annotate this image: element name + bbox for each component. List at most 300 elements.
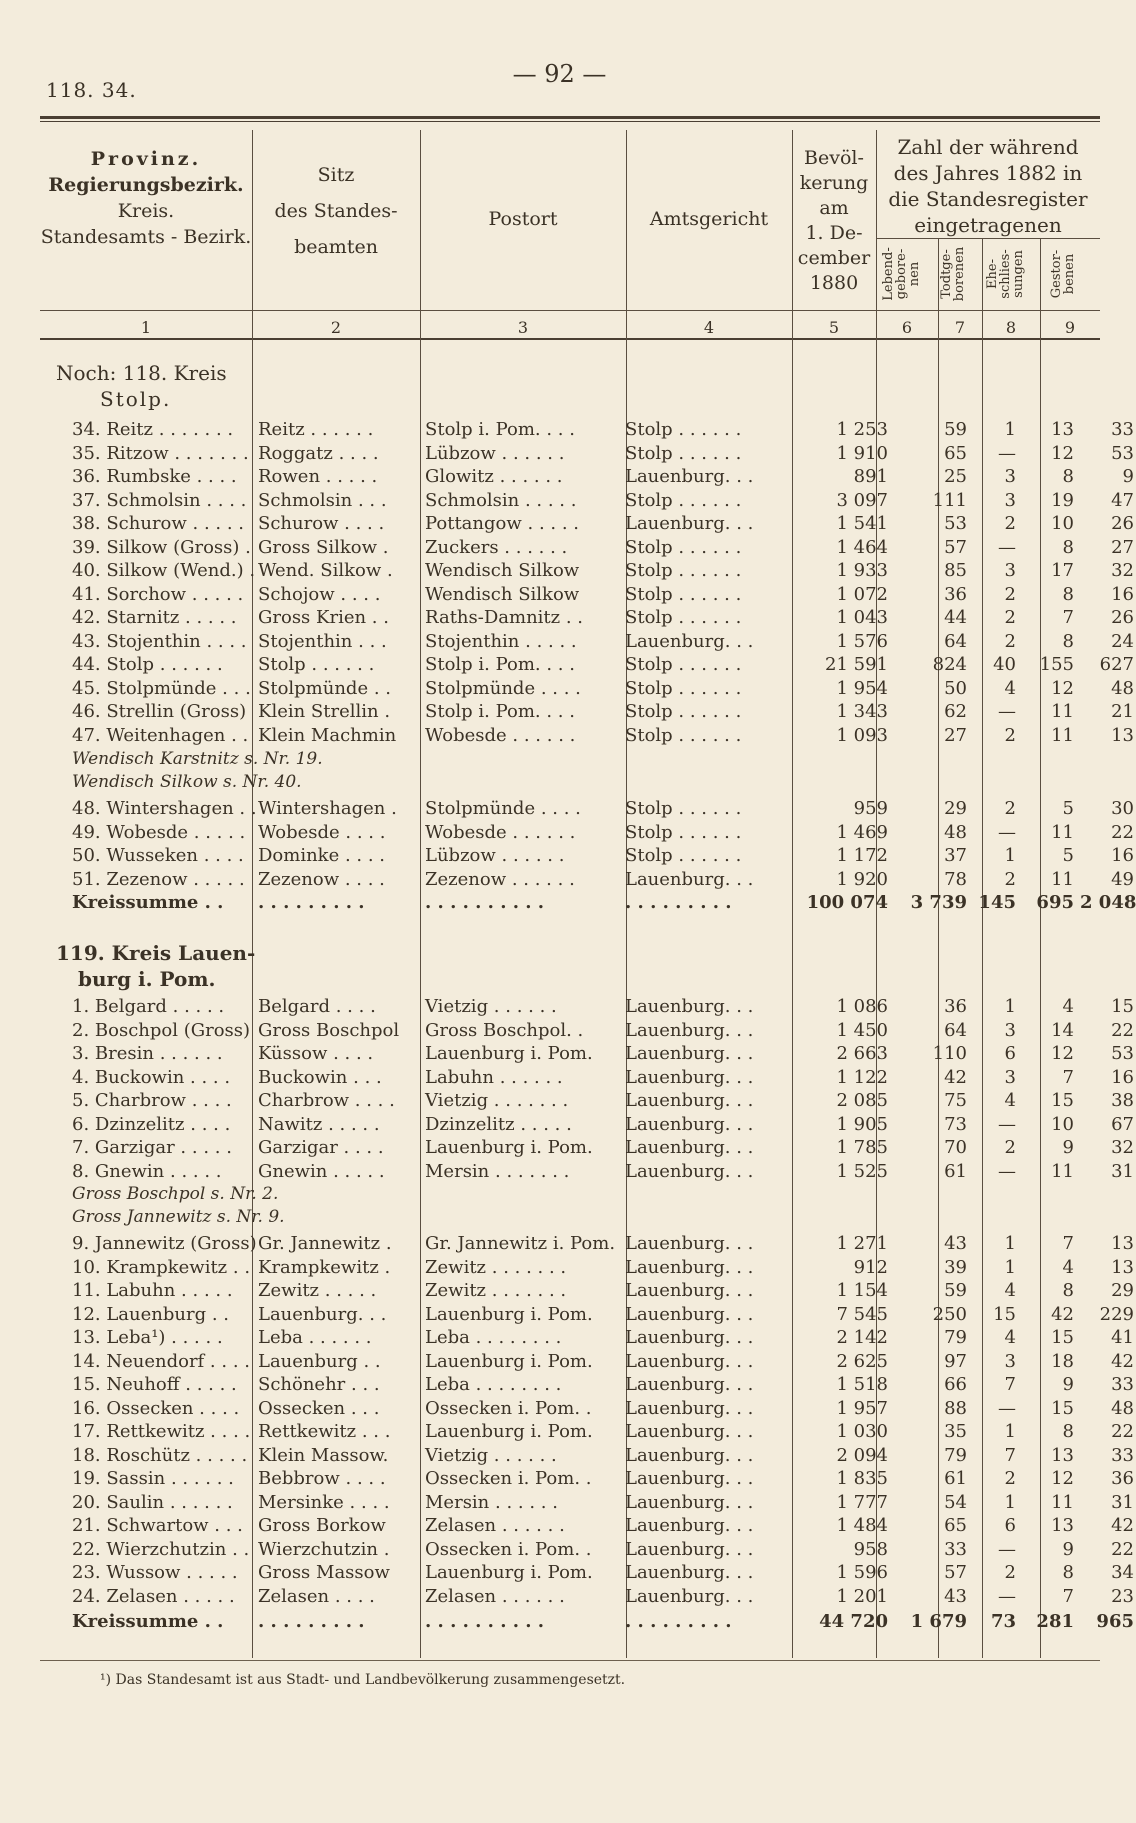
cell-col3: Mersin . . . . . . <box>425 1491 558 1513</box>
cell-col7: — <box>998 1397 1016 1419</box>
cell-col2: Gross Borkow <box>258 1515 386 1536</box>
cell-col5: 1 576 <box>836 630 888 652</box>
cell-col8: 4 <box>1062 996 1074 1017</box>
cell-col5: 1 464 <box>836 536 888 558</box>
col7-header: Todtge- borenen <box>939 246 967 302</box>
cell-col7: 2 <box>1004 798 1016 819</box>
col2-header-line2: des Standes- <box>274 200 398 222</box>
cell-col3: Gross Boschpol. . <box>425 1019 584 1041</box>
cell-col3: Lübzow . . . . . . <box>425 442 565 464</box>
cell-col7: 3 <box>1004 1350 1016 1372</box>
cell-col4: Lauenburg. . . <box>625 1233 754 1254</box>
cell-col4: Lauenburg. . . <box>625 1327 754 1348</box>
table-row <box>40 1561 1134 1584</box>
cell-col9: 22 <box>1111 1019 1134 1041</box>
table-row <box>40 1373 1134 1396</box>
cell-col9: 2 048 <box>1080 892 1136 913</box>
col-number-8: 8 <box>1005 318 1017 337</box>
cell-col3: Raths-Damnitz . . <box>425 607 584 628</box>
cell-col1: 50. Wusseken . . . . <box>72 845 244 866</box>
cell-col9: 23 <box>1111 1585 1134 1607</box>
cell-col6: 65 <box>944 442 967 464</box>
section-title-stolp <box>56 360 227 412</box>
cell-col7: 6 <box>1004 1043 1016 1064</box>
cross-reference-note: Wendisch Karstnitz s. Nr. 19. <box>72 749 323 769</box>
cell-col3: Vietzig . . . . . . . <box>425 1090 569 1111</box>
cell-col6: 79 <box>944 1444 967 1466</box>
cell-col8: 8 <box>1062 583 1074 605</box>
cell-col3: Zewitz . . . . . . . <box>425 1256 567 1278</box>
cell-col2: Gnewin . . . . . <box>258 1160 385 1182</box>
cell-col4: Lauenburg. . . <box>625 1421 754 1442</box>
cell-col1: 11. Labuhn . . . . . <box>72 1280 233 1301</box>
cell-col3: Ossecken i. Pom. . <box>425 1468 592 1489</box>
cell-col7: 2 <box>1004 513 1016 534</box>
cell-col4: Lauenburg. . . <box>625 1043 754 1064</box>
cell-col1: 24. Zelasen . . . . . <box>72 1585 235 1607</box>
table-row <box>40 1350 1134 1373</box>
cell-col2: Gross Boschpol <box>258 1019 400 1041</box>
cell-col8: 10 <box>1051 513 1074 534</box>
cell-col7: 1 <box>1004 996 1016 1017</box>
col5-header-line6: 1880 <box>809 272 859 294</box>
cell-col5: 1 933 <box>836 560 888 581</box>
table-row <box>40 1160 1134 1183</box>
cell-col7: 3 <box>1004 1019 1016 1041</box>
cell-col9: 16 <box>1111 583 1134 605</box>
cell-col2: Stolpmünde . . <box>258 677 391 699</box>
cell-col1: Kreissumme . . <box>72 1611 224 1632</box>
cell-col1: 1. Belgard . . . . . <box>72 996 225 1017</box>
cell-col8: 17 <box>1051 560 1074 581</box>
cell-col8: 7 <box>1062 1066 1074 1088</box>
table-row <box>40 821 1134 844</box>
col5-header-line4: 1. De- <box>805 222 863 244</box>
cell-col8: 11 <box>1051 821 1074 843</box>
cell-col8: 15 <box>1051 1327 1074 1348</box>
footnote: ¹) Das Standesamt ist aus Stadt- und Landbevölkerung zusammengesetzt. <box>100 1672 626 1688</box>
col1-header-line4: Standesamts - Bezirk. <box>40 226 252 248</box>
cell-col7: — <box>998 442 1016 464</box>
cell-col5: 2 625 <box>836 1350 888 1372</box>
cell-col8: 42 <box>1051 1303 1074 1325</box>
cell-col5: 1 777 <box>836 1491 888 1513</box>
cell-col7: 4 <box>1004 1280 1016 1301</box>
cell-col9: 16 <box>1111 845 1134 866</box>
cell-col8: 19 <box>1051 489 1074 511</box>
cell-col6: 73 <box>944 1113 967 1135</box>
header-rule <box>40 116 1100 119</box>
cell-col6: 44 <box>944 607 967 628</box>
cell-col6: 43 <box>944 1585 967 1607</box>
table-row <box>40 1538 1134 1561</box>
cell-col2: Bebbrow . . . . <box>258 1468 386 1489</box>
cell-col4: Stolp . . . . . . <box>625 677 742 699</box>
cell-col4: Lauenburg. . . <box>625 513 754 534</box>
cell-col5: 3 097 <box>836 489 888 511</box>
cell-col5: 891 <box>853 466 888 487</box>
cell-col9: 965 <box>1096 1611 1134 1632</box>
cell-col1: 8. Gnewin . . . . . <box>72 1160 222 1182</box>
cell-col1: 37. Schmolsin . . . . <box>72 489 247 511</box>
cell-col5: 1 920 <box>836 868 888 890</box>
cell-col1: Kreissumme . . <box>72 892 224 913</box>
cell-col8: 695 <box>1036 892 1074 913</box>
cell-col4: Stolp . . . . . . <box>625 489 742 511</box>
cell-col2: . . . . . . . . . <box>258 1611 365 1632</box>
cell-col9: 32 <box>1111 1137 1134 1158</box>
section-title-line1: Noch: 118. Kreis <box>56 361 227 385</box>
section-title-line2: Stolp. <box>100 387 172 411</box>
cell-col6: 1 679 <box>910 1611 967 1632</box>
cell-col8: 8 <box>1062 1280 1074 1301</box>
cell-col1: 4. Buckowin . . . . <box>72 1066 231 1088</box>
table-row <box>40 1136 1134 1159</box>
cell-col7: 1 <box>1004 1421 1016 1442</box>
cell-col8: 18 <box>1051 1350 1074 1372</box>
group-header-line4: eingetragenen <box>914 213 1062 237</box>
cell-col9: 21 <box>1111 701 1134 722</box>
cell-col6: 59 <box>944 419 967 440</box>
cell-col5: 1 905 <box>836 1113 888 1135</box>
cell-col5: 1 122 <box>836 1066 888 1088</box>
cell-col1: 3. Bresin . . . . . . <box>72 1043 223 1064</box>
cell-col6: 97 <box>944 1350 967 1372</box>
cell-col6: 78 <box>944 868 967 890</box>
cell-col1: 43. Stojenthin . . . . <box>72 630 247 652</box>
cell-col8: 11 <box>1051 701 1074 722</box>
cell-col1: 48. Wintershagen . . <box>72 798 257 819</box>
cell-col4: Lauenburg. . . <box>625 1303 754 1325</box>
cell-col9: 48 <box>1111 1397 1134 1419</box>
cell-col1: 9. Jannewitz (Gross) <box>72 1233 257 1254</box>
cell-col8: 4 <box>1062 1256 1074 1278</box>
cell-col5: 1 541 <box>836 513 888 534</box>
cell-col2: Krampkewitz . <box>258 1256 391 1278</box>
cell-col2: Charbrow . . . . <box>258 1090 395 1111</box>
cell-col7: 2 <box>1004 583 1016 605</box>
col1-header-line2: Regierungsbezirk. <box>48 174 244 196</box>
table-row <box>40 868 1134 891</box>
cell-col3: . . . . . . . . . . <box>425 1611 545 1632</box>
cell-col5: 1 043 <box>836 607 888 628</box>
cell-col2: Stolp . . . . . . <box>258 654 375 675</box>
cell-col9: 26 <box>1111 513 1134 534</box>
col-number-2: 2 <box>330 318 342 337</box>
cell-col9: 13 <box>1111 724 1134 746</box>
cell-col1: 12. Lauenburg . . <box>72 1303 229 1325</box>
cell-col9: 47 <box>1111 489 1134 511</box>
cell-col4: Lauenburg. . . <box>625 1491 754 1513</box>
cell-col1: 22. Wierzchutzin . . <box>72 1538 250 1560</box>
cell-col6: 66 <box>944 1374 967 1395</box>
cell-col2: Wintershagen . <box>258 798 397 819</box>
cell-col2: Küssow . . . . <box>258 1043 374 1064</box>
col2-header <box>252 162 420 260</box>
cell-col3: Lauenburg i. Pom. <box>425 1421 593 1442</box>
cell-col3: Wendisch Silkow <box>425 560 580 581</box>
cell-col5: 2 142 <box>836 1327 888 1348</box>
col-number-7: 7 <box>954 318 966 337</box>
cell-col3: Wobesde . . . . . . <box>425 724 576 746</box>
cell-col6: 27 <box>944 724 967 746</box>
cell-col9: 16 <box>1111 1066 1134 1088</box>
cell-col1: 10. Krampkewitz . . <box>72 1256 251 1278</box>
cell-col6: 62 <box>944 701 967 722</box>
cell-col5: 1 172 <box>836 845 888 866</box>
cell-col4: Stolp . . . . . . <box>625 442 742 464</box>
cell-col7: 2 <box>1004 724 1016 746</box>
cell-col1: 42. Starnitz . . . . . <box>72 607 237 628</box>
cell-col6: 29 <box>944 798 967 819</box>
col2-header-line1: Sitz <box>317 164 355 186</box>
table-row <box>40 797 1134 820</box>
cell-col1: 39. Silkow (Gross) . <box>72 536 251 558</box>
cell-col4: Lauenburg. . . <box>625 868 754 890</box>
cell-col6: 70 <box>944 1137 967 1158</box>
table-row <box>40 1066 1134 1089</box>
cell-col2: Leba . . . . . . <box>258 1327 372 1348</box>
cell-col6: 36 <box>944 583 967 605</box>
table-row <box>40 1303 1134 1326</box>
cell-col6: 57 <box>944 536 967 558</box>
cell-col8: 155 <box>1039 654 1074 675</box>
cell-col9: 33 <box>1111 1444 1134 1466</box>
cell-col9: 31 <box>1111 1160 1134 1182</box>
cell-col3: Zewitz . . . . . . . <box>425 1280 567 1301</box>
cell-col6: 85 <box>944 560 967 581</box>
cell-col1: 20. Saulin . . . . . . <box>72 1491 233 1513</box>
cell-col2: Ossecken . . . <box>258 1397 380 1419</box>
cell-col4: Stolp . . . . . . <box>625 724 742 746</box>
cell-col2: Nawitz . . . . . <box>258 1113 380 1135</box>
cell-col1: 19. Sassin . . . . . . <box>72 1468 234 1489</box>
col3-header: Postort <box>488 208 558 230</box>
cell-col8: 8 <box>1062 1562 1074 1583</box>
cell-col4: Stolp . . . . . . <box>625 845 742 866</box>
cell-col1: 38. Schurow . . . . . <box>72 513 245 534</box>
cell-col4: Stolp . . . . . . <box>625 798 742 819</box>
cell-col5: 1 518 <box>836 1374 888 1395</box>
cell-col8: 10 <box>1051 1113 1074 1135</box>
table-row <box>40 700 1134 723</box>
cell-col3: Leba . . . . . . . . <box>425 1374 562 1395</box>
cell-col2: Schojow . . . . <box>258 583 381 605</box>
cell-col2: Klein Machmin <box>258 724 397 746</box>
cell-col6: 48 <box>944 821 967 843</box>
table-row <box>40 1444 1134 1467</box>
cell-col8: 9 <box>1062 1137 1074 1158</box>
cell-col3: Zelasen . . . . . . <box>425 1585 565 1607</box>
cell-col8: 8 <box>1062 630 1074 652</box>
cell-col4: Lauenburg. . . <box>625 1113 754 1135</box>
table-row <box>40 1019 1134 1042</box>
cell-col2: Gross Massow <box>258 1562 390 1583</box>
cell-col5: 1 093 <box>836 724 888 746</box>
cell-col2: Wend. Silkow . <box>258 560 393 581</box>
cell-col9: 34 <box>1111 1562 1134 1583</box>
col-number-3: 3 <box>517 318 529 337</box>
cell-col2: Mersinke . . . . <box>258 1491 390 1513</box>
cell-col6: 65 <box>944 1515 967 1536</box>
table-row <box>40 1467 1134 1490</box>
cell-col4: Lauenburg. . . <box>625 466 754 487</box>
col5-header-line5: cember <box>797 247 871 269</box>
cell-col5: 1 030 <box>836 1421 888 1442</box>
cell-col5: 2 663 <box>836 1043 888 1064</box>
cell-col5: 1 271 <box>836 1233 888 1254</box>
cell-col3: Leba . . . . . . . . <box>425 1327 562 1348</box>
cell-col3: Stolpmünde . . . . <box>425 798 581 819</box>
cell-col5: 1 910 <box>836 442 888 464</box>
cell-col1: 13. Leba¹) . . . . . <box>72 1327 223 1348</box>
table-row <box>40 1089 1134 1112</box>
cell-col3: Labuhn . . . . . . <box>425 1066 563 1088</box>
cell-col1: 46. Strellin (Gross) <box>72 701 247 722</box>
cell-col6: 53 <box>944 513 967 534</box>
cell-col7: 3 <box>1004 1066 1016 1088</box>
table-row <box>40 418 1134 441</box>
cell-col7: — <box>998 1585 1016 1607</box>
cell-col8: 15 <box>1051 1397 1074 1419</box>
cell-col5: 100 074 <box>806 892 888 913</box>
cell-col8: 12 <box>1051 1043 1074 1064</box>
cell-col7: 1 <box>1004 419 1016 440</box>
cell-col6: 33 <box>944 1538 967 1560</box>
cell-col2: Gross Silkow . <box>258 536 389 558</box>
cell-col5: 1 086 <box>836 996 888 1017</box>
cell-col4: Lauenburg. . . <box>625 1397 754 1419</box>
table-row <box>40 583 1134 606</box>
table-row <box>40 606 1134 629</box>
group-header-rule <box>876 238 1100 239</box>
cell-col1: 2. Boschpol (Gross) <box>72 1019 251 1041</box>
cell-col2: Stojenthin . . . <box>258 630 387 652</box>
table-row <box>40 995 1134 1018</box>
cell-col7: 40 <box>993 654 1016 675</box>
table-reference: 118. 34. <box>46 78 137 102</box>
cell-col5: 44 720 <box>819 1611 888 1632</box>
cell-col6: 64 <box>944 1019 967 1041</box>
footnote-rule <box>40 1660 1100 1661</box>
cell-col4: Lauenburg. . . <box>625 996 754 1017</box>
cell-col4: . . . . . . . . . <box>625 1611 732 1632</box>
cell-col3: Stolp i. Pom. . . . <box>425 419 575 440</box>
table-row <box>40 1326 1134 1349</box>
cell-col7: 2 <box>1004 1468 1016 1489</box>
cell-col7: 73 <box>990 1611 1016 1632</box>
col9-header: Gestor- benen <box>1049 249 1077 299</box>
table-row <box>40 653 1134 676</box>
cell-col2: Klein Strellin . <box>258 701 391 722</box>
cell-col4: Lauenburg. . . <box>625 1468 754 1489</box>
section-title-lauenburg <box>56 940 255 992</box>
cell-col9: 33 <box>1111 419 1134 440</box>
col1-header <box>40 146 252 250</box>
cell-col3: Lauenburg i. Pom. <box>425 1137 593 1158</box>
cell-col8: 15 <box>1051 1090 1074 1111</box>
col1-header-line3: Kreis. <box>117 200 175 222</box>
cell-col7: 2 <box>1004 1562 1016 1583</box>
table-row <box>40 1514 1134 1537</box>
cell-col1: 40. Silkow (Wend.) . <box>72 560 256 581</box>
cell-col5: 1 072 <box>836 583 888 605</box>
cell-col7: — <box>998 1160 1016 1182</box>
cell-col9: 53 <box>1111 1043 1134 1064</box>
cell-col9: 67 <box>1111 1113 1134 1135</box>
cell-col3: Schmolsin . . . . . <box>425 489 577 511</box>
table-row <box>40 1256 1134 1279</box>
cell-col8: 9 <box>1062 1538 1074 1560</box>
cell-col5: 1 253 <box>836 419 888 440</box>
cell-col2: Roggatz . . . . <box>258 442 379 464</box>
cell-col3: Vietzig . . . . . . <box>425 996 557 1017</box>
table-row <box>40 512 1134 535</box>
cell-col1: 15. Neuhoff . . . . . <box>72 1374 237 1395</box>
cell-col2: Zelasen . . . . <box>258 1585 375 1607</box>
cell-col6: 42 <box>944 1066 967 1088</box>
cell-col4: . . . . . . . . . <box>625 892 732 913</box>
cell-col9: 33 <box>1111 1374 1134 1395</box>
cell-col3: Vietzig . . . . . . <box>425 1444 557 1466</box>
cell-col9: 29 <box>1111 1280 1134 1301</box>
cell-col3: Stojenthin . . . . . <box>425 630 577 652</box>
cell-col5: 1 343 <box>836 701 888 722</box>
cell-col9: 48 <box>1111 677 1134 699</box>
cell-col7: 1 <box>1004 1491 1016 1513</box>
cell-col6: 111 <box>932 489 967 511</box>
cell-col3: Zelasen . . . . . . <box>425 1515 565 1536</box>
cell-col7: — <box>998 701 1016 722</box>
table-row <box>40 442 1134 465</box>
cell-col7: 3 <box>1004 489 1016 511</box>
cell-col5: 1 596 <box>836 1562 888 1583</box>
group-header <box>876 134 1100 238</box>
cell-col1: 44. Stolp . . . . . . <box>72 654 223 675</box>
cell-col6: 824 <box>932 654 967 675</box>
cell-col6: 110 <box>932 1043 967 1064</box>
cell-col4: Stolp . . . . . . <box>625 701 742 722</box>
cell-col9: 42 <box>1111 1515 1134 1536</box>
cell-col9: 13 <box>1111 1256 1134 1278</box>
cell-col6: 75 <box>944 1090 967 1111</box>
cell-col7: 2 <box>1004 630 1016 652</box>
cell-col8: 12 <box>1051 442 1074 464</box>
cell-col2: Gr. Jannewitz . <box>258 1233 392 1254</box>
cell-col2: Wobesde . . . . <box>258 821 386 843</box>
section-title-line1: 119. Kreis Lauen- <box>56 941 256 965</box>
cell-col7: 15 <box>993 1303 1016 1325</box>
table-row <box>40 844 1134 867</box>
group-header-line3: die Standesregister <box>888 187 1088 211</box>
cell-col4: Lauenburg. . . <box>625 1562 754 1583</box>
cell-col3: Dzinzelitz . . . . . <box>425 1113 572 1135</box>
cell-col2: Buckowin . . . <box>258 1066 382 1088</box>
cell-col4: Stolp . . . . . . <box>625 536 742 558</box>
cell-col8: 13 <box>1051 1444 1074 1466</box>
col5-header-line2: kerung <box>799 172 869 194</box>
cell-col2: Garzigar . . . . <box>258 1137 384 1158</box>
cell-col1: 23. Wussow . . . . . <box>72 1562 238 1583</box>
cell-col7: 4 <box>1004 677 1016 699</box>
cell-col1: 16. Ossecken . . . . <box>72 1397 240 1419</box>
table-row <box>40 1113 1134 1136</box>
cell-col5: 1 957 <box>836 1397 888 1419</box>
cell-col4: Lauenburg. . . <box>625 1137 754 1158</box>
cell-col1: 21. Schwartow . . . <box>72 1515 243 1536</box>
cell-col8: 12 <box>1051 1468 1074 1489</box>
cell-col6: 79 <box>944 1327 967 1348</box>
